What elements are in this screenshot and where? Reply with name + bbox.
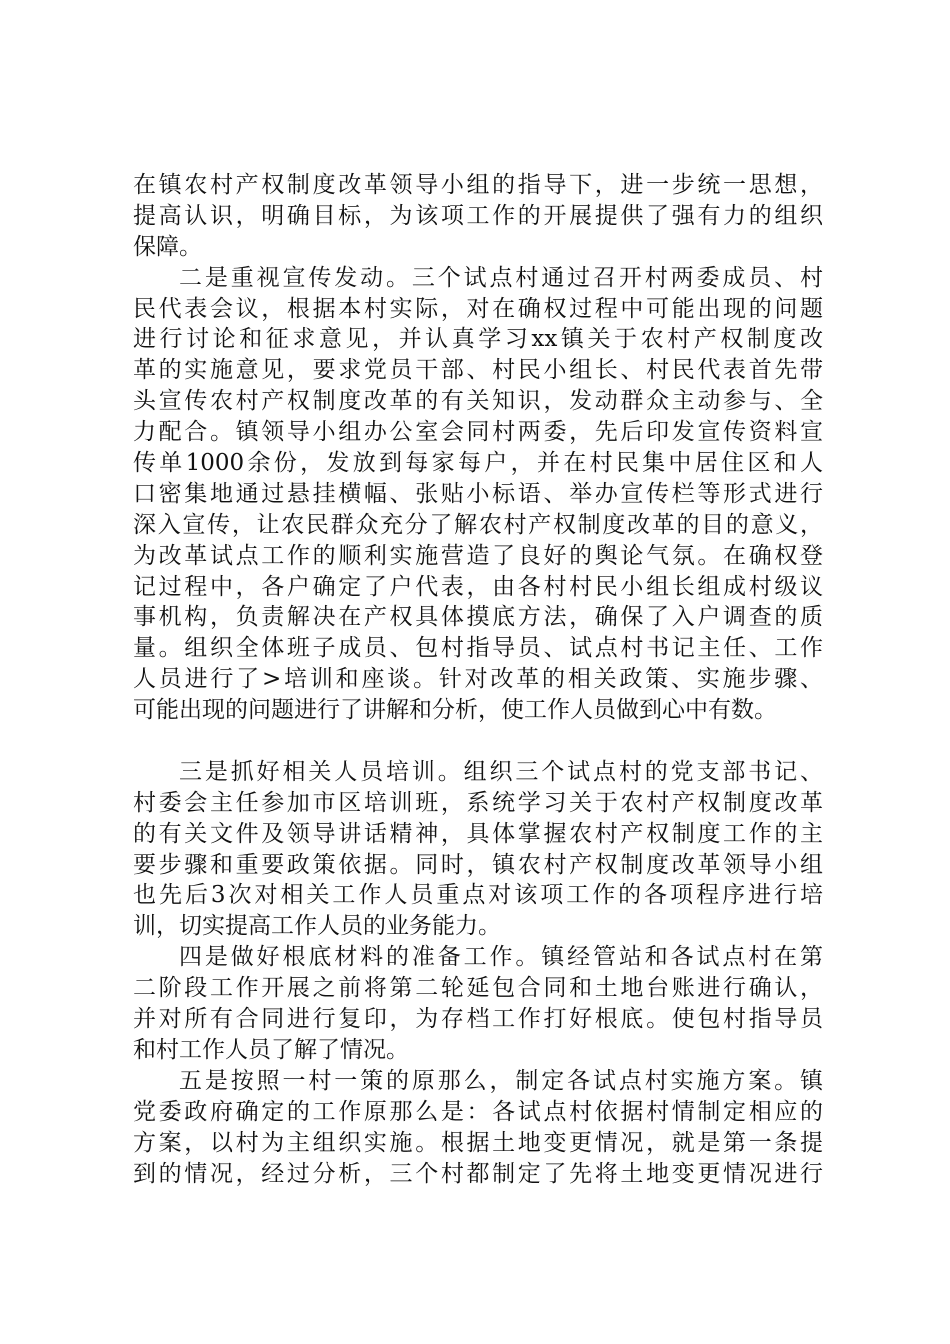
paragraph-line: 力配合。镇领导小组办公室会同村两委，先后印发宣传资料宣 [133, 419, 823, 446]
paragraph-line: 训，切实提高工作人员的业务能力。 [133, 913, 501, 940]
paragraph-line: 事机构，负责解决在产权具体摸底方法，确保了入户调查的质 [133, 604, 823, 631]
document-body [133, 170, 823, 1189]
paragraph-4 [133, 942, 823, 1066]
paragraph-line: 在镇农村产权制度改革领导小组的指导下，进一步统一思想， [133, 172, 823, 198]
paragraph-line: 头宣传农村产权制度改革的有关知识，发动群众主动参与、全 [133, 388, 823, 415]
paragraph-line: 为改革试点工作的顺利实施营造了良好的舆论气氛。在确权登 [133, 542, 823, 569]
paragraph-line: 五是按照一村一策的原那么，制定各试点村实施方案。镇 [179, 1067, 823, 1094]
paragraph-line: 到的情况，经过分析，三个村都制定了先将土地变更情况进行 [133, 1160, 823, 1187]
paragraph-line: 四是做好根底材料的准备工作。镇经管站和各试点村在第 [179, 944, 823, 971]
paragraph-line: 量。组织全体班子成员、包村指导员、试点村书记主任、工作 [133, 635, 823, 662]
paragraph-line: 和村工作人员了解了情况。 [133, 1036, 409, 1063]
paragraph-line: 保障。 [133, 233, 202, 260]
paragraph-line: 二阶段工作开展之前将第二轮延包合同和土地台账进行确认， [133, 975, 823, 1002]
paragraph-1 [133, 170, 823, 263]
paragraph-line: 要步骤和重要政策依据。同时，镇农村产权制度改革领导小组 [133, 851, 823, 878]
paragraph-line: 的有关文件及领导讲话精神，具体掌握农村产权制度工作的主 [133, 820, 823, 847]
paragraph-line: 进行讨论和征求意见，并认真学习xx镇关于农村产权制度改 [133, 326, 823, 353]
paragraph-line: 并对所有合同进行复印，为存档工作打好根底。使包村指导员 [133, 1006, 823, 1033]
paragraph-line: 民代表会议，根据本村实际，对在确权过程中可能出现的问题 [133, 295, 823, 322]
paragraph-line: 方案，以村为主组织实施。根据土地变更情况，就是第一条提 [133, 1129, 823, 1156]
paragraph-5 [133, 1066, 823, 1190]
paragraph-line: 可能出现的问题进行了讲解和分析，使工作人员做到心中有数。 [133, 697, 777, 724]
paragraph-line: 革的实施意见，要求党员干部、村民小组长、村民代表首先带 [133, 357, 823, 384]
paragraph-line: 传单1000余份，发放到每家每户，并在村民集中居住区和人 [133, 450, 823, 477]
paragraph-line: 人员进行了>培训和座谈。针对改革的相关政策、实施步骤、 [133, 666, 823, 693]
paragraph-line: 记过程中，各户确定了户代表，由各村村民小组长组成村级议 [133, 573, 823, 600]
paragraph-line: 二是重视宣传发动。三个试点村通过召开村两委成员、村 [179, 264, 823, 291]
paragraph-line: 深入宣传，让农民群众充分了解农村产权制度改革的目的意义， [133, 511, 823, 538]
paragraph-line: 村委会主任参加市区培训班，系统学习关于农村产权制度改革 [133, 789, 823, 816]
paragraph-line: 也先后3次对相关工作人员重点对该项工作的各项程序进行培 [133, 882, 823, 909]
paragraph-line: 提高认识，明确目标，为该项工作的开展提供了强有力的组织 [133, 202, 823, 229]
paragraph-spacer [133, 726, 823, 757]
paragraph-3 [133, 757, 823, 942]
paragraph-line: 三是抓好相关人员培训。组织三个试点村的党支部书记、 [179, 758, 823, 785]
paragraph-2 [133, 263, 823, 726]
paragraph-line: 党委政府确定的工作原那么是：各试点村依据村情制定相应的 [133, 1098, 823, 1125]
paragraph-line: 口密集地通过悬挂横幅、张贴小标语、举办宣传栏等形式进行 [133, 480, 823, 507]
